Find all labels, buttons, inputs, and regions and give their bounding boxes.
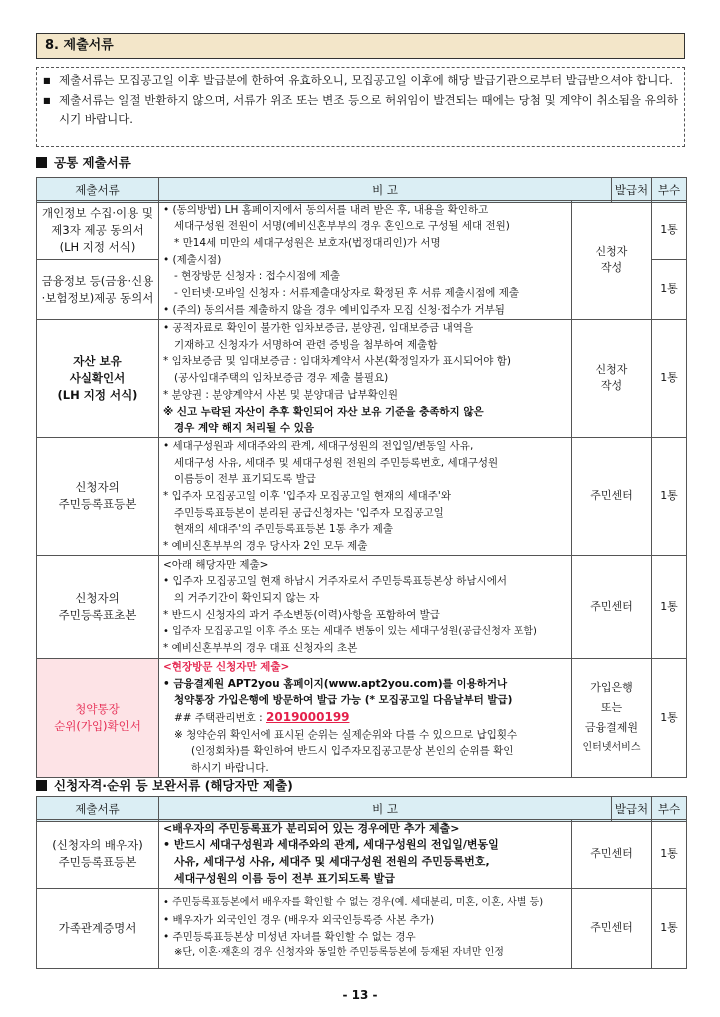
table-row [37,320,687,438]
header-issuer: 발급처 [612,797,652,822]
header-remarks: 비 고 [159,178,612,203]
doc-copies: 1통 [652,320,687,438]
doc-name: 신청자의 주민등록표등본 [37,437,159,555]
table-row [37,889,687,969]
doc-issuer: 신청자 작성 [572,320,652,438]
doc-issuer: 주민센터 [572,889,652,969]
doc-copies: 1통 [652,260,687,320]
header-remarks: 비 고 [159,797,612,822]
doc-remarks: • 공적자료로 확인이 불가한 임차보증금, 분양권, 임대보증금 내역을 기재하고 신청자가 서명하여 관련 증빙을 첨부하여 제출함 * 임차보증금 및 임대보증금 : 임대차계약서 사본(확정일자가 표시되어야 함) (공사임대주택의 임차보증금 경우 제출 불필요) * 분양권 : 분양계약서 사본 및 분양대금 납부확인원 ※ 신고 누락된 자산이 추후 확인되어 자산 보유 기준을 충족하지 않은 경우 계약 해지 처리될 수 있음 [159,320,572,438]
header-issuer: 발급처 [612,178,652,203]
header-doc: 제출서류 [37,797,159,822]
table-row [37,201,687,260]
square-bullet-icon: ■ [43,76,51,85]
doc-name: 개인정보 수집·이용 및 제3자 제공 동의서 (LH 지정 서식) [37,201,159,260]
supplementary-docs-body [36,819,687,969]
doc-name: 신청자의 주민등록표초본 [37,555,159,658]
header-copies: 부수 [652,797,687,822]
table-row [37,555,687,658]
doc-name: 청약통장 순위(가입)확인서 [37,658,159,777]
doc-copies: 1통 [652,658,687,777]
doc-issuer: 주민센터 [572,820,652,889]
doc-copies: 1통 [652,437,687,555]
doc-remarks: <현장방문 신청자만 제출> • 금융결제원 APT2you 홈페이지(www.apt2you.com)를 이용하거나 청약통장 가입은행에 방문하여 발급 가능 (* 모집공고일 다음날부터 발급) ## 주택관리번호 : 2019000199 ※ 청약순위 확인서에 표시된 순위는 실제순위와 다를 수 있으므로 납입횟수 (인정회차)를 확인하여 반드시 입주자모집공고문상 본인의 순위를 확인 하시기 바랍니다. [159,658,572,777]
common-docs-body [36,200,687,778]
supplementary-docs-heading: 신청자격·순위 등 보완서류 (해당자만 제출) [36,776,293,794]
square-icon [36,780,47,791]
header-copies: 부수 [652,178,687,203]
doc-name: 금융정보 등(금융·신용 ·보험정보)제공 동의서 [37,260,159,320]
table-header-row [37,178,687,203]
doc-copies: 1통 [652,555,687,658]
header-doc: 제출서류 [37,178,159,203]
table-header-row [37,797,687,822]
square-icon [36,157,47,168]
doc-issuer: 신청자 작성 [572,201,652,320]
section-title: 8. 제출서류 [36,33,685,59]
doc-copies: 1통 [652,889,687,969]
doc-issuer: 가입은행 또는 금융결제원 인터넷서비스 [572,658,652,777]
doc-name: 자산 보유 사실확인서 (LH 지정 서식) [37,320,159,438]
page-number: - 13 - [342,988,378,1002]
doc-name: 가족관계증명서 [37,889,159,969]
doc-remarks: • 주민등록표등본에서 배우자를 확인할 수 없는 경우(예. 세대분리, 미혼, 이혼, 사별 등) • 배우자가 외국인인 경우 (배우자 외국인등록증 사본 추가) • 주민등록표등본상 미성년 자녀를 확인할 수 없는 경우 ※단, 이혼·재혼의 경우 신청자와 동일한 주민등록등본에 등재된 자녀만 인정 [159,889,572,969]
doc-issuer: 주민센터 [572,437,652,555]
table-row [37,820,687,889]
notice-item: ■ 제출서류는 모집공고일 이후 발급분에 한하여 유효하오니, 모집공고일 이후에 해당 발급기관으로부터 발급받으셔야 합니다. [43,71,678,91]
common-docs-heading: 공통 제출서류 [36,153,131,171]
doc-remarks: • 세대구성원과 세대주와의 관계, 세대구성원의 전입일/변동일 사유, 세대구성 사유, 세대주 및 세대구성원 전원의 주민등록번호, 세대구성원 이름등이 전부 표기되도록 발급 * 입주자 모집공고일 이후 '입주자 모집공고일 현재의 세대주'와 주민등록표등본이 분리된 공급신청자는 '입주자 모집공고일 현재의 세대주'의 주민등록표등본 1통 추가 제출 * 예비신혼부부의 경우 당사자 2인 모두 제출 [159,437,572,555]
notice-box [36,67,685,147]
table-row [37,658,687,777]
doc-copies: 1통 [652,820,687,889]
doc-copies: 1통 [652,201,687,260]
housing-management-number: 2019000199 [266,709,350,724]
doc-remarks: <아래 해당자만 제출> • 입주자 모집공고일 현재 하남시 거주자로서 주민등록표등본상 하남시에서 의 거주기간이 확인되지 않는 자 * 반드시 신청자의 과거 주소변동(이력)사항을 포함하여 발급 • 입주자 모집공고일 이후 주소 또는 세대주 변동이 있는 세대구성원(공급신청자 포함) * 예비신혼부부의 경우 대표 신청자의 초본 [159,555,572,658]
square-bullet-icon: ■ [43,95,51,105]
doc-remarks: • (동의방법) LH 홈페이지에서 동의서를 내려 받은 후, 내용을 확인하고 세대구성원 전원이 서명(예비신혼부부의 경우 혼인으로 구성될 세대 전원) * 만14세 미만의 세대구성원은 보호자(법정대리인)가 서명 • (제출시점) - 현장방문 신청자 : 접수시점에 제출 - 인터넷·모바일 신청자 : 서류제출대상자로 확정된 후 서류 제출시점에 제출 • (주의) 동의서를 제출하지 않을 경우 예비입주자 모집 신청·접수가 거부됨 [159,201,572,320]
doc-name: (신청자의 배우자) 주민등록표등본 [37,820,159,889]
notice-item: ■ 제출서류는 일절 반환하지 않으며, 서류가 위조 또는 변조 등으로 허위임이 발견되는 때에는 당첨 및 계약이 취소됨을 유의하시기 바랍니다. [43,92,678,126]
doc-remarks: <배우자의 주민등록표가 분리되어 있는 경우에만 추가 제출> • 반드시 세대구성원과 세대주와의 관계, 세대구성원의 전입일/변동일 사유, 세대구성 사유, 세대주 및 세대구성원 전원의 주민등록번호, 세대구성원의 이름 등이 전부 표기되도록 발급 [159,820,572,889]
table-row [37,437,687,555]
doc-issuer: 주민센터 [572,555,652,658]
